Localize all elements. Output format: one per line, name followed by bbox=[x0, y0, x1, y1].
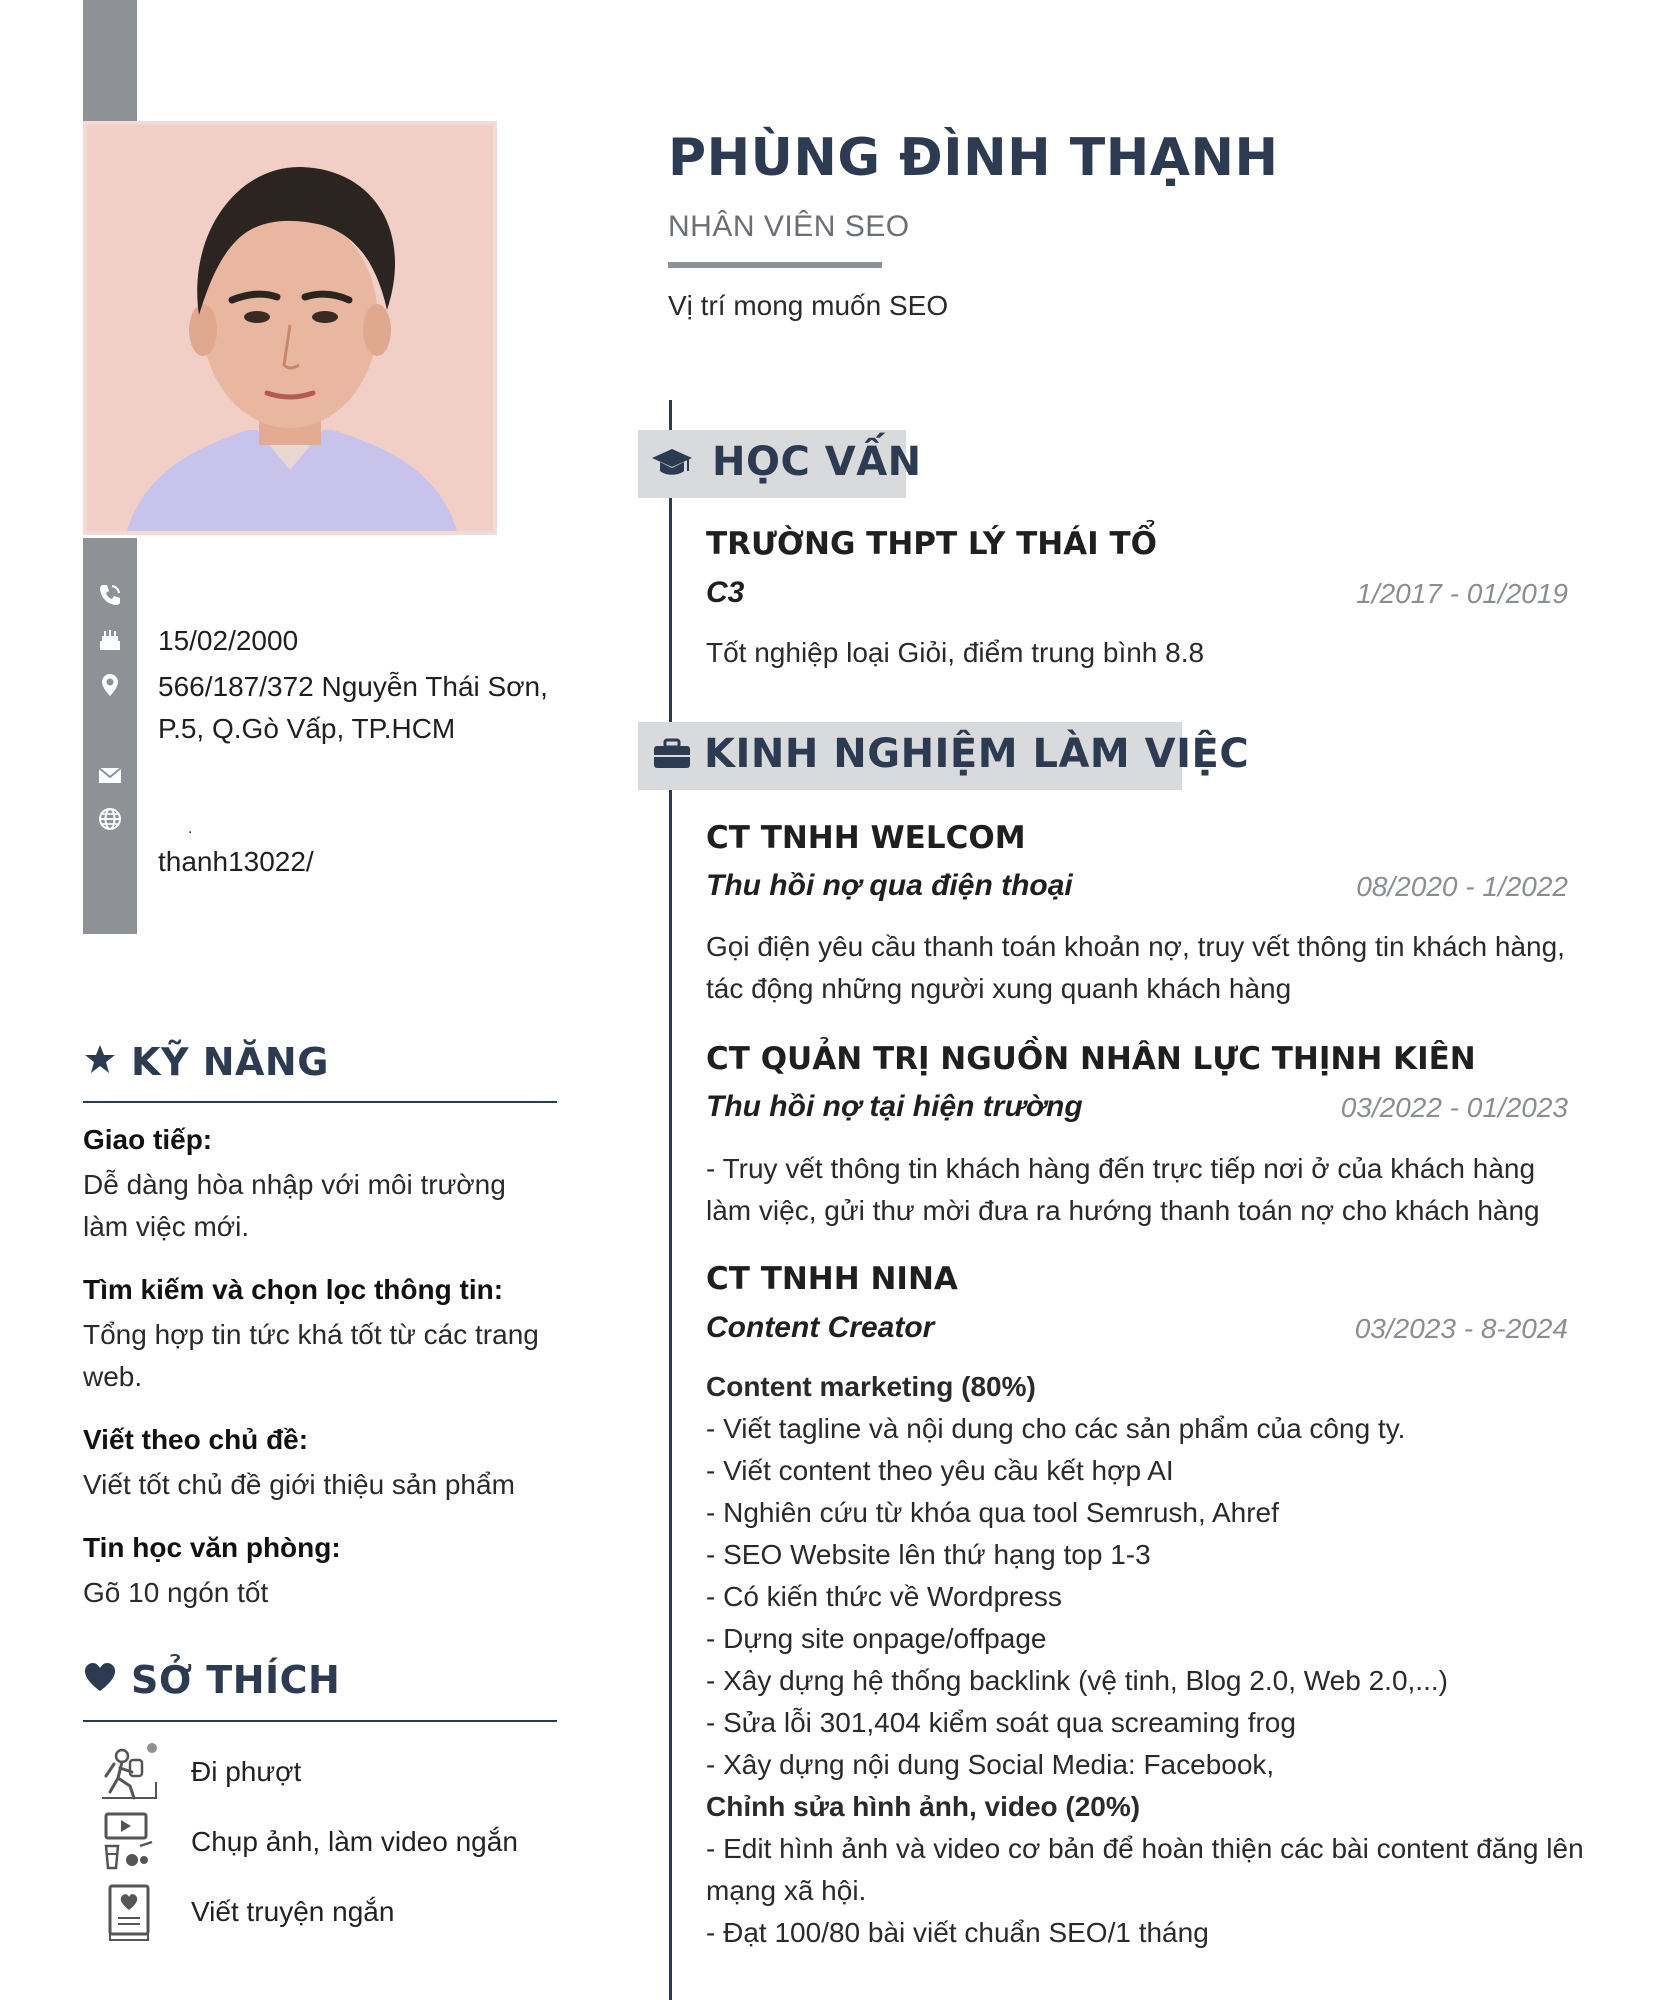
job-date: 03/2022 - 01/2023 bbox=[1340, 1092, 1568, 1123]
skill-name: Viết theo chủ đề: bbox=[83, 1424, 309, 1455]
job-date: 03/2023 - 8-2024 bbox=[1354, 1313, 1568, 1344]
skill-desc: Dễ dàng hòa nhập với môi trường làm việc mới. bbox=[83, 1169, 506, 1242]
education-heading bbox=[638, 430, 922, 498]
video-camera-icon bbox=[100, 1812, 158, 1870]
hobbies-title: SỞ THÍCH bbox=[131, 1658, 341, 1702]
hobby-item: Đi phượt bbox=[191, 1756, 302, 1787]
career-objective: Vị trí mong muốn SEO bbox=[668, 290, 949, 321]
job-desc-line: - Dựng site onpage/offpage bbox=[706, 1623, 1047, 1654]
job-desc-line: - Xây dựng nội dung Social Media: Facebook, bbox=[706, 1749, 1275, 1780]
candidate-name: PHÙNG ĐÌNH THẠNH bbox=[668, 128, 1279, 188]
job-position: Thu hồi nợ qua điện thoại bbox=[706, 869, 1073, 902]
job-desc-line: - Nghiên cứu từ khóa qua tool Semrush, Ahref bbox=[706, 1497, 1279, 1528]
job-desc-line: - Viết content theo yêu cầu kết hợp AI bbox=[706, 1455, 1174, 1486]
job-desc-line: làm việc, gửi thư mời đưa ra hướng thanh toán nợ cho khách hàng bbox=[706, 1195, 1540, 1226]
job-desc-line: - Có kiến thức về Wordpress bbox=[706, 1581, 1062, 1612]
email-icon bbox=[97, 762, 123, 788]
email-text[interactable]: . bbox=[188, 820, 193, 837]
job-desc-line: - SEO Website lên thứ hạng top 1-3 bbox=[706, 1539, 1151, 1570]
phone-icon bbox=[97, 582, 123, 608]
hobby-item: Viết truyện ngắn bbox=[191, 1896, 395, 1927]
profile-photo bbox=[83, 121, 497, 535]
job-position: Content Creator bbox=[706, 1311, 935, 1344]
job-desc-line: - Đạt 100/80 bài viết chuẩn SEO/1 tháng bbox=[706, 1917, 1209, 1948]
address-line-1: 566/187/372 Nguyễn Thái Sơn, bbox=[158, 671, 548, 702]
job-desc-line: - Xây dựng hệ thống backlink (vệ tinh, Blog 2.0, Web 2.0,...) bbox=[706, 1665, 1448, 1696]
job-desc-line: - Edit hình ảnh và video cơ bản để hoàn thiện các bài content đăng lên bbox=[706, 1833, 1584, 1864]
skill-name: Giao tiếp: bbox=[83, 1124, 213, 1155]
hobby-item: Chụp ảnh, làm video ngắn bbox=[191, 1826, 518, 1857]
hobbies-divider bbox=[83, 1720, 557, 1722]
education-date: 1/2017 - 01/2019 bbox=[1356, 578, 1568, 609]
job-position: Thu hồi nợ tại hiện trường bbox=[706, 1090, 1083, 1123]
candidate-role: NHÂN VIÊN SEO bbox=[668, 210, 910, 243]
address-line-2: P.5, Q.Gò Vấp, TP.HCM bbox=[158, 713, 456, 744]
hiking-icon bbox=[100, 1742, 158, 1800]
briefcase-icon bbox=[652, 737, 692, 773]
company-name: CT TNHH WELCOM bbox=[706, 820, 1026, 856]
star-icon bbox=[83, 1043, 117, 1077]
job-desc-line: tác động những người xung quanh khách hàng bbox=[706, 973, 1292, 1004]
experience-heading bbox=[638, 722, 1250, 790]
education-title: HỌC VẤN bbox=[712, 439, 922, 485]
job-date: 08/2020 - 1/2022 bbox=[1356, 871, 1568, 902]
skills-divider bbox=[83, 1101, 557, 1103]
birthday-text: 15/02/2000 bbox=[158, 625, 299, 656]
portrait-illustration bbox=[87, 125, 493, 531]
job-desc-line: mạng xã hội. bbox=[706, 1875, 867, 1906]
skill-desc: Tổng hợp tin tức khá tốt từ các trang web. bbox=[83, 1319, 539, 1392]
top-accent-bar bbox=[83, 0, 137, 121]
job-subheading: Content marketing (80%) bbox=[706, 1371, 1036, 1402]
hobbies-heading bbox=[83, 1658, 340, 1702]
job-desc-line: Gọi điện yêu cầu thanh toán khoản nợ, truy vết thông tin khách hàng, bbox=[706, 931, 1565, 962]
school-class: C3 bbox=[706, 576, 745, 609]
job-desc-line: - Truy vết thông tin khách hàng đến trực tiếp nơi ở của khách hàng bbox=[706, 1153, 1536, 1184]
skill-desc: Viết tốt chủ đề giới thiệu sản phẩm bbox=[83, 1469, 515, 1500]
job-desc-line: - Viết tagline và nội dung cho các sản phẩm của công ty. bbox=[706, 1413, 1406, 1444]
globe-icon bbox=[97, 806, 123, 832]
experience-title: KINH NGHIỆM LÀM VIỆC bbox=[704, 731, 1250, 777]
book-icon bbox=[100, 1884, 158, 1942]
location-pin-icon bbox=[97, 672, 123, 698]
website-text[interactable]: thanh13022/ bbox=[158, 846, 314, 877]
skills-heading bbox=[83, 1040, 329, 1084]
graduation-cap-icon bbox=[652, 445, 692, 481]
heart-icon bbox=[83, 1661, 117, 1695]
company-name: CT QUẢN TRỊ NGUỒN NHÂN LỰC THỊNH KIÊN bbox=[706, 1041, 1476, 1077]
role-underline bbox=[668, 262, 882, 268]
job-subheading: Chỉnh sửa hình ảnh, video (20%) bbox=[706, 1791, 1141, 1822]
skills-title: KỸ NĂNG bbox=[131, 1040, 329, 1084]
skill-name: Tìm kiếm và chọn lọc thông tin: bbox=[83, 1274, 504, 1305]
contact-icon-bar bbox=[83, 538, 137, 934]
school-name: TRƯỜNG THPT LÝ THÁI TỔ bbox=[706, 526, 1157, 562]
job-desc-line: - Sửa lỗi 301,404 kiểm soát qua screaming frog bbox=[706, 1707, 1296, 1738]
company-name: CT TNHH NINA bbox=[706, 1261, 958, 1297]
timeline-line bbox=[669, 400, 672, 2000]
birthday-cake-icon bbox=[97, 627, 123, 653]
skill-desc: Gõ 10 ngón tốt bbox=[83, 1577, 269, 1608]
skill-name: Tin học văn phòng: bbox=[83, 1532, 341, 1563]
education-desc: Tốt nghiệp loại Giỏi, điểm trung bình 8.8 bbox=[706, 637, 1205, 668]
